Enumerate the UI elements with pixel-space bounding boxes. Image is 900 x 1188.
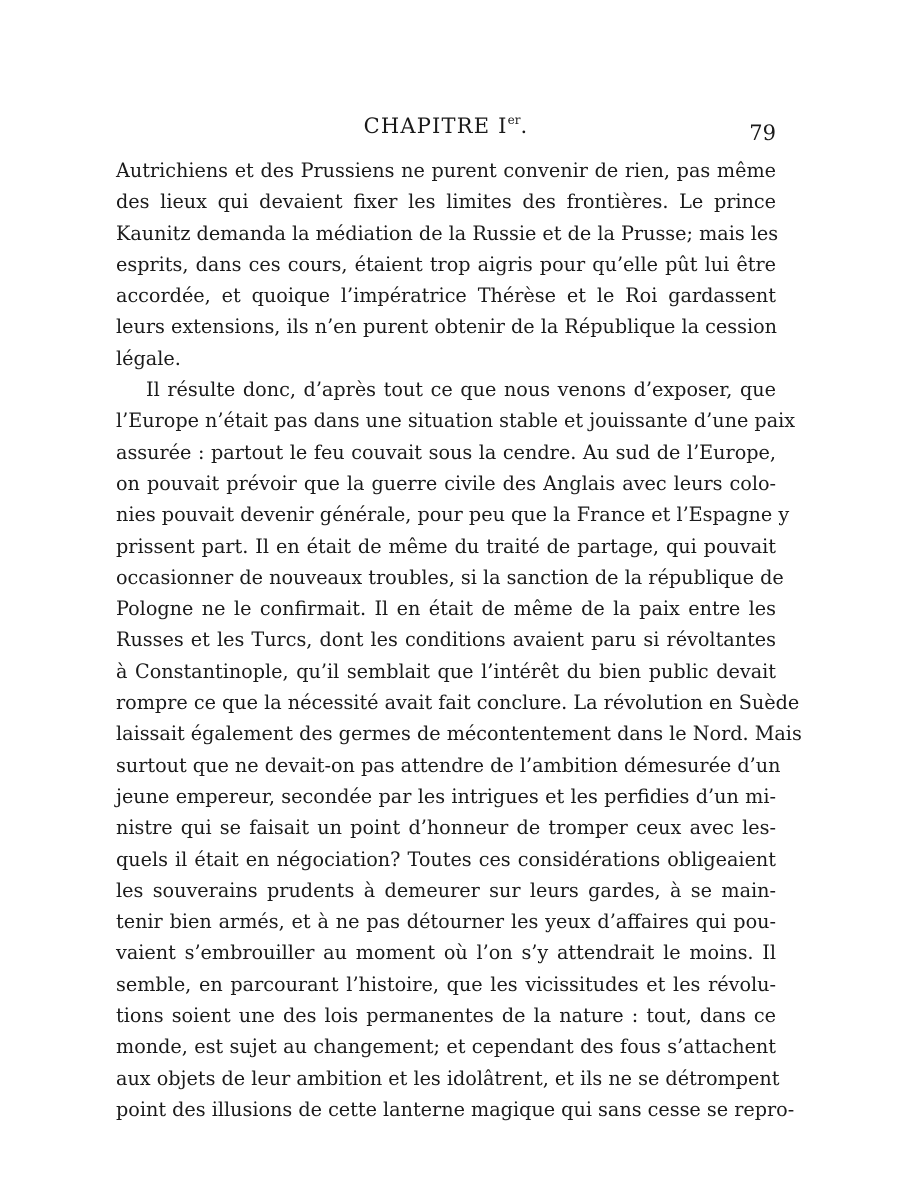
- text-line: on pouvait prévoir que la guerre civile des Anglais avec leurs colo-: [116, 471, 776, 495]
- text-line: quels il était en négociation? Toutes ces considérations obligeaient: [116, 847, 776, 871]
- text-line: jeune empereur, secondée par les intrigues et les perfidies d’un mi-: [116, 784, 776, 808]
- text-line: Kaunitz demanda la médiation de la Russie et de la Prusse; mais les: [116, 221, 779, 245]
- text-line: les souverains prudents à demeurer sur leurs gardes, à se main-: [116, 878, 776, 902]
- chapter-title-suffix: .: [520, 114, 529, 138]
- text-line: l’Europe n’était pas dans une situation stable et jouissante d’une paix: [116, 409, 796, 433]
- text-line: aux objets de leur ambition et les idolâtrent, et ils ne se détrompent: [116, 1066, 780, 1090]
- text-line: Pologne ne le confirmait. Il en était de même de la paix entre les: [116, 597, 776, 621]
- text-line: Il résulte donc, d’après tout ce que nous venons d’exposer, que: [146, 378, 776, 402]
- text-line: tions soient une des lois permanentes de la nature : tout, dans ce: [116, 1004, 776, 1028]
- chapter-title-superscript: er: [507, 113, 521, 127]
- paragraph: [116, 374, 802, 1125]
- text-line: nies pouvait devenir générale, pour peu que la France et l’Espagne y: [116, 503, 790, 527]
- page-number: 79: [749, 121, 776, 145]
- text-line: prissent part. Il en était de même du traité de partage, qui pouvait: [116, 534, 776, 558]
- text-line: point des illusions de cette lanterne magique qui sans cesse se repro-: [116, 1097, 795, 1121]
- text-line: laissait également des germes de mécontentement dans le Nord. Mais: [116, 722, 802, 746]
- text-line: leurs extensions, ils n’en purent obtenir de la République la cession: [116, 315, 778, 339]
- text-line: vaient s’embrouiller au moment où l’on s’y attendrait le moins. Il: [116, 941, 776, 965]
- text-line: des lieux qui devaient fixer les limites des frontières. Le prince: [116, 190, 776, 214]
- chapter-title-text: CHAPITRE I: [363, 114, 508, 138]
- text-line: rompre ce que la nécessité avait fait conclure. La révolution en Suède: [116, 691, 800, 715]
- text-line: esprits, dans ces cours, étaient trop aigris pour qu’elle pût lui être: [116, 252, 776, 276]
- text-line: surtout que ne devait-on pas attendre de l’ambition démesurée d’un: [116, 753, 781, 777]
- text-line: semble, en parcourant l’histoire, que les vicissitudes et les révolu-: [116, 972, 776, 996]
- text-line: Autrichiens et des Prussiens ne purent convenir de rien, pas même: [116, 159, 776, 182]
- paragraph: [116, 155, 779, 374]
- text-line: accordée, et quoique l’impératrice Thérèse et le Roi gardassent: [116, 284, 776, 308]
- chapter-title: [116, 113, 776, 138]
- text-line: légale.: [116, 346, 181, 370]
- text-line: occasionner de nouveaux troubles, si la sanction de la république de: [116, 565, 784, 589]
- text-line: monde, est sujet au changement; et cependant des fous s’attachent: [116, 1035, 776, 1059]
- text-line: à Constantinople, qu’il semblait que l’intérêt du bien public devait: [116, 659, 776, 683]
- text-line: tenir bien armés, et à ne pas détourner les yeux d’affaires qui pou-: [116, 910, 776, 934]
- running-head: [116, 113, 776, 145]
- body-text: [116, 155, 802, 1125]
- text-line: assurée : partout le feu couvait sous la cendre. Au sud de l’Europe,: [116, 440, 776, 464]
- text-line: nistre qui se faisait un point d’honneur de tromper ceux avec les-: [116, 816, 776, 840]
- text-line: Russes et les Turcs, dont les conditions avaient paru si révoltantes: [116, 628, 776, 652]
